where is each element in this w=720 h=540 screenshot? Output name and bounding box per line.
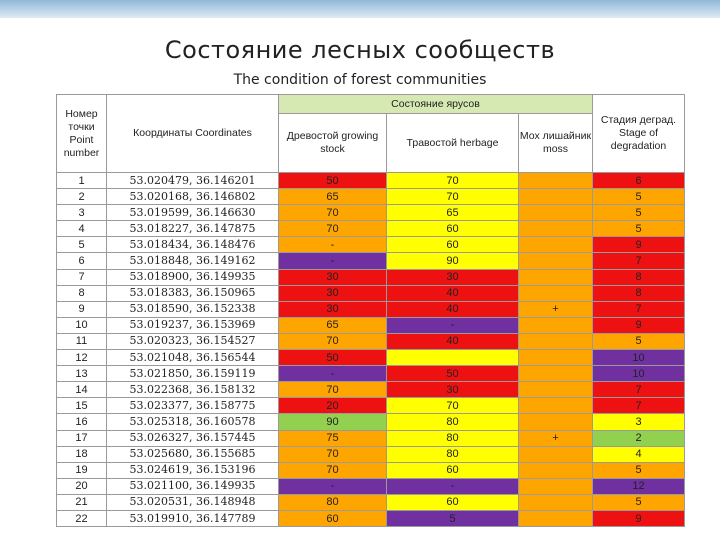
point-number-cell: 10 [57,317,107,333]
header-point-number: Номер точки Point number [57,95,107,173]
point-number-cell: 19 [57,462,107,478]
top-decor-band [0,0,720,18]
table-row [57,205,685,221]
moss-cell [519,173,593,189]
moss-cell [519,494,593,510]
point-number-cell: 12 [57,350,107,366]
herbage-cell: 60 [387,462,519,478]
point-number-cell: 5 [57,237,107,253]
coordinates-cell: 53.018383, 36.150965 [107,285,279,301]
herbage-cell: 40 [387,333,519,349]
point-number-cell: 14 [57,382,107,398]
point-number-cell: 17 [57,430,107,446]
moss-cell [519,446,593,462]
growing-stock-cell: 70 [279,205,387,221]
herbage-cell: 65 [387,205,519,221]
moss-cell [519,205,593,221]
growing-stock-cell: 65 [279,317,387,333]
degradation-stage-cell: 9 [593,237,685,253]
point-number-cell: 18 [57,446,107,462]
degradation-stage-cell: 3 [593,414,685,430]
degradation-stage-cell: 4 [593,446,685,462]
herbage-cell: 70 [387,173,519,189]
point-number-cell: 7 [57,269,107,285]
moss-cell: + [519,430,593,446]
coordinates-cell: 53.025318, 36.160578 [107,414,279,430]
growing-stock-cell: 70 [279,446,387,462]
table-row [57,430,685,446]
coordinates-cell: 53.018590, 36.152338 [107,301,279,317]
coordinates-cell: 53.020168, 36.146802 [107,189,279,205]
point-number-cell: 11 [57,333,107,349]
degradation-stage-cell: 7 [593,301,685,317]
growing-stock-cell: - [279,237,387,253]
degradation-stage-cell: 7 [593,382,685,398]
table-row [57,285,685,301]
growing-stock-cell: 70 [279,333,387,349]
coordinates-cell: 53.022368, 36.158132 [107,382,279,398]
herbage-cell: 30 [387,382,519,398]
header-degradation-stage: Стадия деград. Stage of degradation [593,95,685,173]
table-row [57,221,685,237]
moss-cell: + [519,301,593,317]
degradation-stage-cell: 8 [593,285,685,301]
growing-stock-cell: 30 [279,285,387,301]
point-number-cell: 21 [57,494,107,510]
herbage-cell: 60 [387,237,519,253]
growing-stock-cell: 70 [279,382,387,398]
degradation-stage-cell: 7 [593,253,685,269]
header-herbage: Травостой herbage [387,114,519,173]
degradation-stage-cell: 10 [593,350,685,366]
herbage-cell: 70 [387,398,519,414]
moss-cell [519,253,593,269]
header-growing-stock: Древостой growing stock [279,114,387,173]
moss-cell [519,269,593,285]
table-row [57,478,685,494]
moss-cell [519,510,593,526]
table-row [57,301,685,317]
slide-subtitle: The condition of forest communities [233,72,487,88]
growing-stock-cell: 30 [279,301,387,317]
table-row [57,494,685,510]
table-row [57,269,685,285]
moss-cell [519,333,593,349]
header-moss: Мох лишайник moss [519,114,593,173]
herbage-cell: 5 [387,510,519,526]
coordinates-cell: 53.021850, 36.159119 [107,366,279,382]
degradation-stage-cell: 9 [593,510,685,526]
coordinates-cell: 53.024619, 36.153196 [107,462,279,478]
moss-cell [519,462,593,478]
growing-stock-cell: - [279,253,387,269]
degradation-stage-cell: 12 [593,478,685,494]
degradation-stage-cell: 5 [593,221,685,237]
degradation-stage-cell: 7 [593,398,685,414]
herbage-cell: 80 [387,414,519,430]
coordinates-cell: 53.018434, 36.148476 [107,237,279,253]
point-number-cell: 9 [57,301,107,317]
degradation-stage-cell: 5 [593,462,685,478]
table-row [57,414,685,430]
moss-cell [519,317,593,333]
point-number-cell: 1 [57,173,107,189]
growing-stock-cell: 50 [279,350,387,366]
point-number-cell: 8 [57,285,107,301]
point-number-cell: 6 [57,253,107,269]
moss-cell [519,285,593,301]
herbage-cell: 60 [387,494,519,510]
coordinates-cell: 53.020479, 36.146201 [107,173,279,189]
point-number-cell: 15 [57,398,107,414]
table-row [57,333,685,349]
degradation-stage-cell: 6 [593,173,685,189]
moss-cell [519,237,593,253]
herbage-cell: 70 [387,189,519,205]
growing-stock-cell: - [279,366,387,382]
table-row [57,237,685,253]
moss-cell [519,366,593,382]
coordinates-cell: 53.021100, 36.149935 [107,478,279,494]
growing-stock-cell: 60 [279,510,387,526]
point-number-cell: 4 [57,221,107,237]
coordinates-cell: 53.019237, 36.153969 [107,317,279,333]
coordinates-cell: 53.023377, 36.158775 [107,398,279,414]
growing-stock-cell: 20 [279,398,387,414]
table-row [57,510,685,526]
table-row [57,366,685,382]
table-row [57,317,685,333]
point-number-cell: 22 [57,510,107,526]
herbage-cell [387,350,519,366]
table-row [57,462,685,478]
degradation-stage-cell: 10 [593,366,685,382]
table-row [57,189,685,205]
point-number-cell: 20 [57,478,107,494]
coordinates-cell: 53.020531, 36.148948 [107,494,279,510]
table-row [57,253,685,269]
header-layers-group: Состояние ярусов [279,95,593,114]
table-row [57,173,685,189]
growing-stock-cell: 50 [279,173,387,189]
growing-stock-cell: 30 [279,269,387,285]
degradation-stage-cell: 5 [593,494,685,510]
slide-title: Состояние лесных сообществ [164,36,556,64]
point-number-cell: 16 [57,414,107,430]
herbage-cell: 50 [387,366,519,382]
coordinates-cell: 53.019599, 36.146630 [107,205,279,221]
herbage-cell: 90 [387,253,519,269]
table-body [57,173,685,527]
herbage-cell: 40 [387,285,519,301]
growing-stock-cell: 65 [279,189,387,205]
coordinates-cell: 53.018848, 36.149162 [107,253,279,269]
herbage-cell: 30 [387,269,519,285]
degradation-stage-cell: 9 [593,317,685,333]
degradation-stage-cell: 5 [593,189,685,205]
degradation-stage-cell: 5 [593,205,685,221]
table-row [57,350,685,366]
coordinates-cell: 53.019910, 36.147789 [107,510,279,526]
coordinates-cell: 53.020323, 36.154527 [107,333,279,349]
forest-condition-table [56,94,685,527]
coordinates-cell: 53.018900, 36.149935 [107,269,279,285]
herbage-cell: 80 [387,430,519,446]
coordinates-cell: 53.021048, 36.156544 [107,350,279,366]
moss-cell [519,189,593,205]
herbage-cell: 60 [387,221,519,237]
table-row [57,382,685,398]
growing-stock-cell: - [279,478,387,494]
coordinates-cell: 53.025680, 36.155685 [107,446,279,462]
moss-cell [519,221,593,237]
herbage-cell: 80 [387,446,519,462]
growing-stock-cell: 80 [279,494,387,510]
table-row [57,398,685,414]
growing-stock-cell: 70 [279,221,387,237]
moss-cell [519,350,593,366]
coordinates-cell: 53.026327, 36.157445 [107,430,279,446]
point-number-cell: 3 [57,205,107,221]
moss-cell [519,398,593,414]
moss-cell [519,382,593,398]
degradation-stage-cell: 8 [593,269,685,285]
herbage-cell: - [387,317,519,333]
point-number-cell: 13 [57,366,107,382]
growing-stock-cell: 75 [279,430,387,446]
table-row [57,446,685,462]
coordinates-cell: 53.018227, 36.147875 [107,221,279,237]
moss-cell [519,414,593,430]
herbage-cell: 40 [387,301,519,317]
point-number-cell: 2 [57,189,107,205]
growing-stock-cell: 70 [279,462,387,478]
degradation-stage-cell: 2 [593,430,685,446]
degradation-stage-cell: 5 [593,333,685,349]
herbage-cell: - [387,478,519,494]
header-coordinates: Координаты Coordinates [107,95,279,173]
moss-cell [519,478,593,494]
growing-stock-cell: 90 [279,414,387,430]
